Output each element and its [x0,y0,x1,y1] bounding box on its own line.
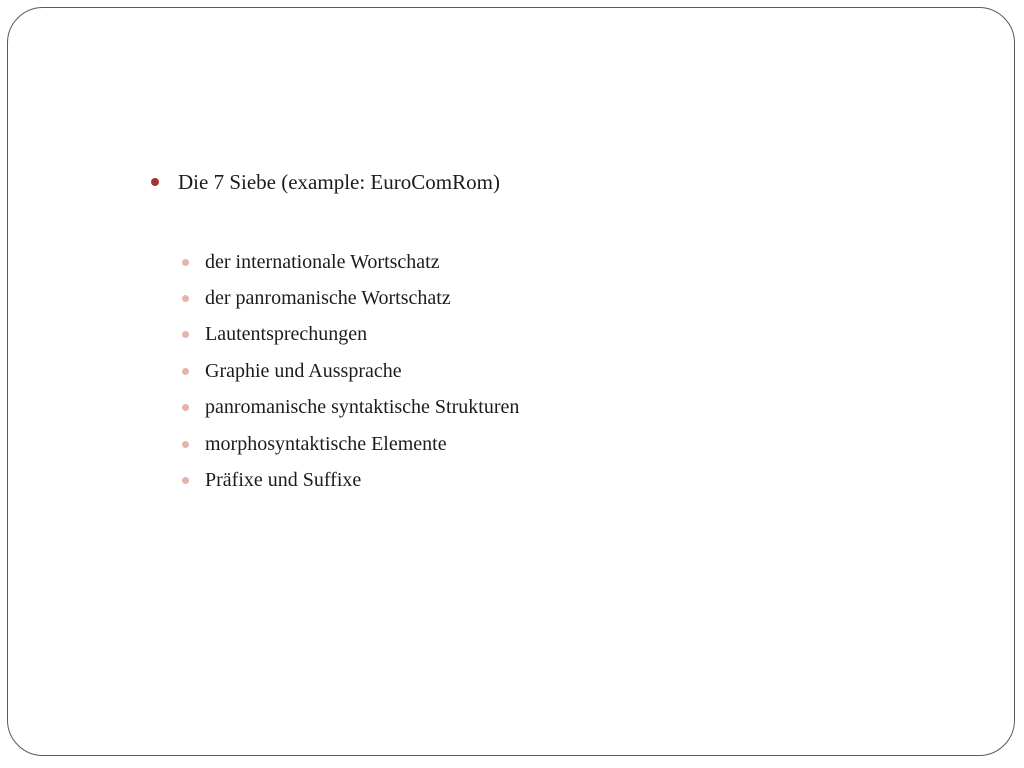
sub-bullet-text: morphosyntaktische Elemente [205,432,447,455]
sub-bullet-text: der panromanische Wortschatz [205,287,451,310]
sub-bullet-item [180,390,519,426]
sub-bullet-text: Lautentsprechungen [205,323,368,346]
sub-bullet-text: Graphie und Aussprache [205,359,402,382]
sub-bullet-dot-icon [182,295,189,302]
sub-bullet-text: Präfixe und Suffixe [205,469,362,492]
sub-bullet-text: der internationale Wortschatz [205,250,440,273]
sub-bullet-dot-icon [182,368,189,375]
sub-bullet-item [180,317,519,353]
sub-bullet-item [180,462,519,498]
sub-bullet-dot-icon [182,441,189,448]
sub-bullet-dot-icon [182,259,189,266]
sub-bullet-item [180,244,519,280]
bullet-dot-icon [151,178,159,186]
sub-bullet-item [180,280,519,316]
sub-bullet-list [180,244,519,499]
sub-bullet-dot-icon [182,331,189,338]
sub-bullet-dot-icon [182,477,189,484]
sub-bullet-item [180,353,519,389]
sub-bullet-item [180,426,519,462]
main-bullet-item [147,166,500,198]
sub-bullet-text: panromanische syntaktische Strukturen [205,396,520,419]
sub-bullet-dot-icon [182,404,189,411]
main-bullet-text: Die 7 Siebe (example: EuroComRom) [178,169,500,194]
